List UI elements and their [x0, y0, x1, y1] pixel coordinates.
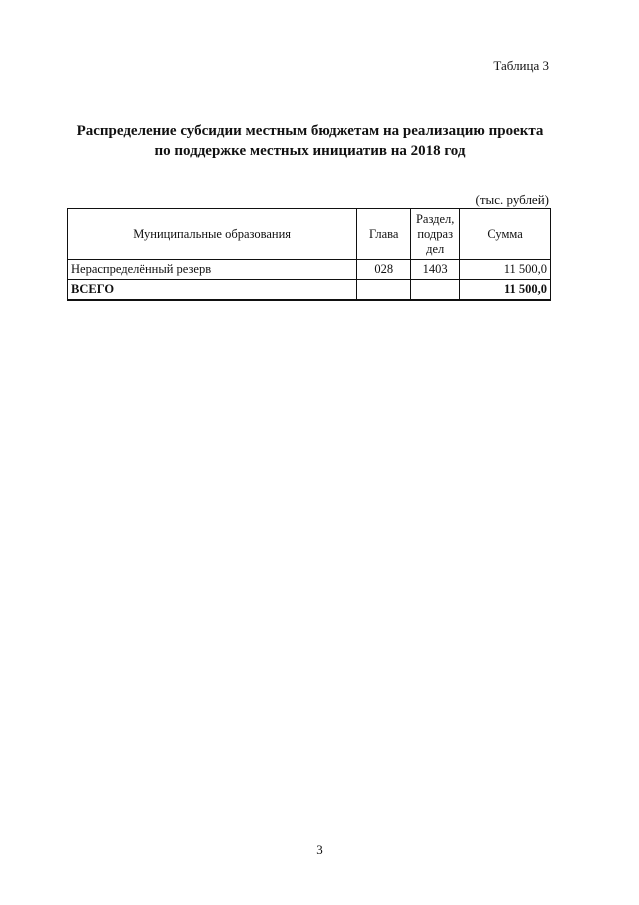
header-section-line-2: подраз [417, 226, 454, 241]
total-label: ВСЕГО [68, 280, 357, 301]
table-number: Таблица 3 [493, 58, 549, 73]
total-row [68, 280, 551, 301]
row-section: 1403 [411, 260, 460, 280]
table-header-row [68, 209, 551, 260]
row-amount: 11 500,0 [460, 260, 551, 280]
subsidy-table [67, 208, 551, 301]
units-note: (тыс. рублей) [475, 192, 549, 207]
table-row [68, 260, 551, 280]
title-line-1: Распределение субсидии местным бюджетам на реализацию проекта [76, 123, 544, 139]
total-amount: 11 500,0 [460, 280, 551, 301]
header-amount: Сумма [460, 209, 551, 260]
total-section [411, 280, 460, 301]
header-municipality: Муниципальные образования [68, 209, 357, 260]
total-chapter [357, 280, 411, 301]
header-section-line-1: Раздел, [415, 211, 455, 226]
header-chapter: Глава [357, 209, 411, 260]
title-line-2: по поддержке местных инициатив на 2018 год [154, 143, 466, 159]
header-section [411, 209, 460, 260]
page-number: 3 [316, 842, 323, 857]
row-chapter: 028 [357, 260, 411, 280]
header-section-line-3: дел [426, 241, 445, 256]
document-title [60, 121, 560, 161]
row-name: Нераспределённый резерв [68, 260, 357, 280]
